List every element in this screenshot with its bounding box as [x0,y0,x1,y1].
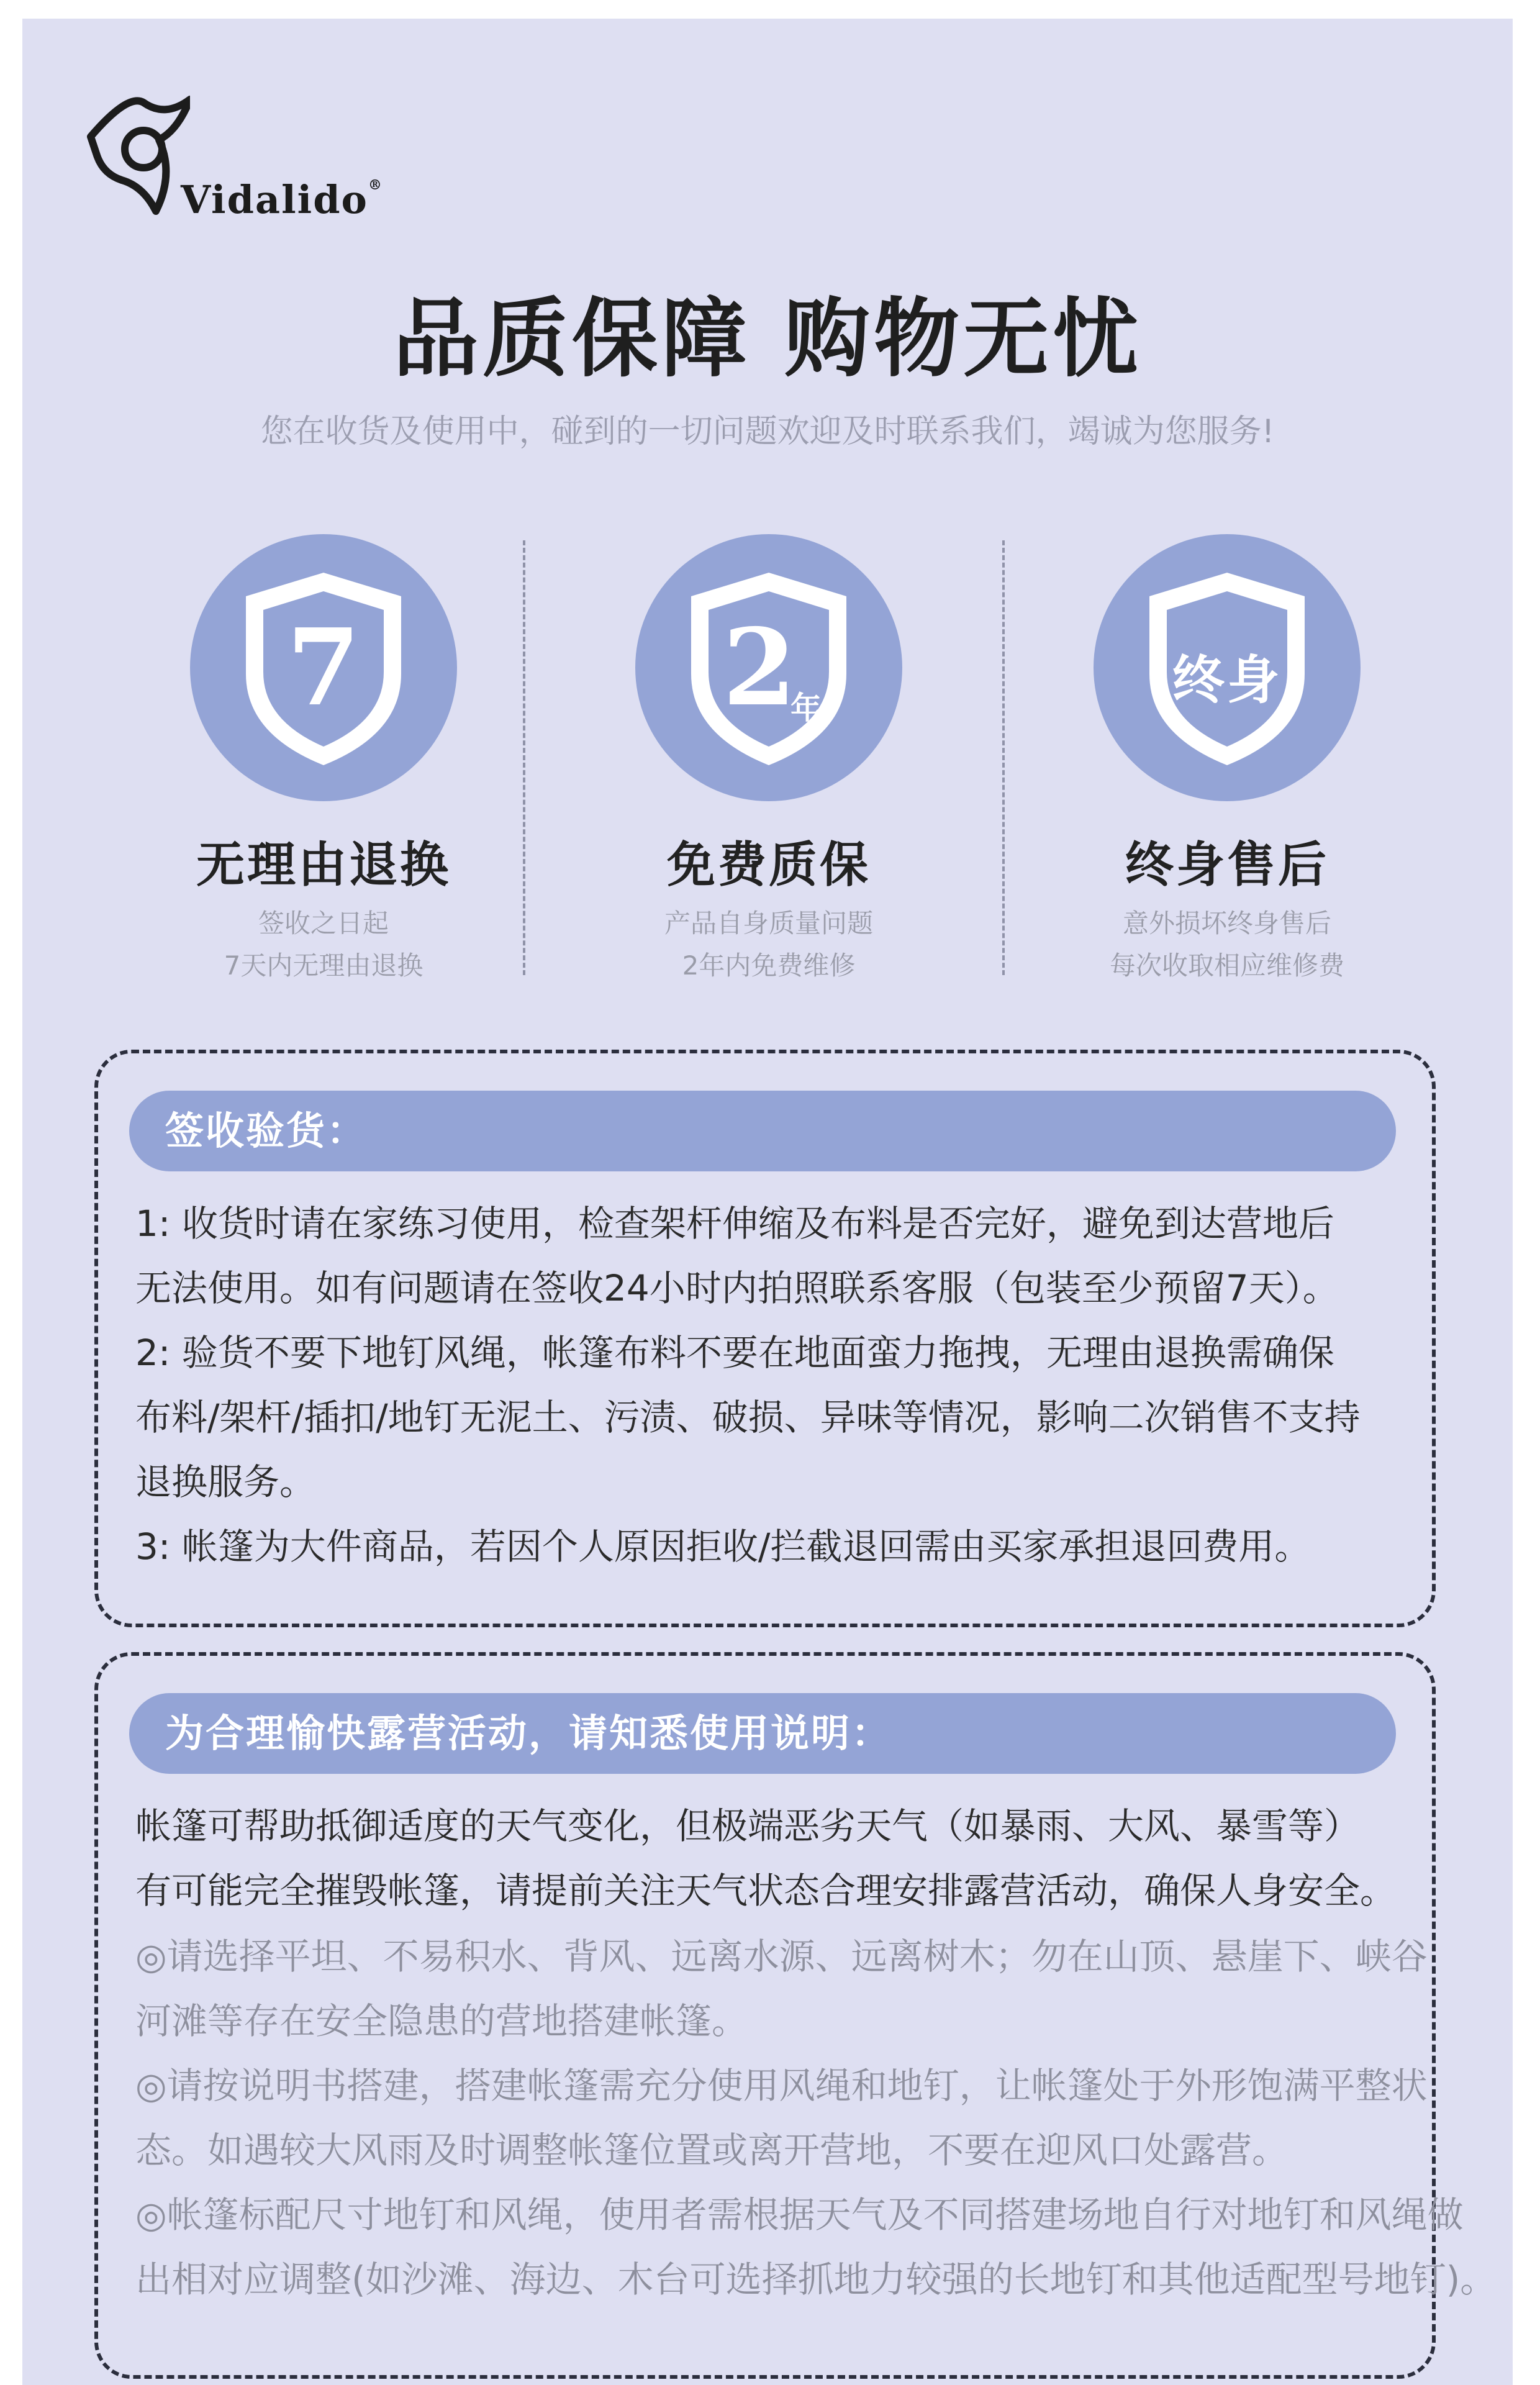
promise-desc-line: 签收之日起 [258,908,389,938]
note-line: 出相对应调整(如沙滩、海边、木台可选择抓地力较强的长地钉和其他适配型号地钉)。 [135,2258,1497,2301]
divider [1002,540,1005,975]
page [22,19,1513,2385]
usage-notice-section [94,1652,1497,2379]
section-intro [135,1794,1415,1923]
section-body [135,1191,1415,1579]
note-line: ◎请选择平坦、不易积水、背风、远离水源、远离树木；勿在山顶、悬崖下、峡谷 [135,1935,1428,1978]
body-line: 有可能完全摧毁帐篷，请提前关注天气状态合理安排露营活动，确保人身安全。 [135,1869,1397,1912]
divider [523,540,525,975]
trademark-mark: ® [368,177,383,193]
body-line: 帐篷可帮助抵御适度的天气变化，但极端恶劣天气（如暴雨、大风、暴雪等） [135,1805,1361,1847]
section-heading: 签收验货： [129,1091,1396,1171]
vidalido-logo-icon [84,81,190,224]
promise-badge [190,534,457,801]
badge-text: 终身 [1172,650,1282,711]
body-line: 2: 验货不要下地钉风绳，帐篷布料不要在地面蛮力拖拽，无理由退换需确保 [135,1332,1334,1374]
promise-desc-line: 7天内无理由退换 [224,950,424,981]
promise-desc-line: 意外损坏终身售后 [1122,908,1331,938]
body-line: 退换服务。 [135,1461,316,1503]
promise-badge [635,534,902,801]
body-line: 布料/架杆/插扣/地钉无泥土、污渍、破损、异味等情况，影响二次销售不支持 [135,1396,1361,1438]
promise-no-reason-return [106,534,541,983]
note-line: ◎请按说明书搭建，搭建帐篷需充分使用风绳和地钉，让帐篷处于外形饱满平整状 [135,2065,1428,2107]
promise-desc-line: 2年内免费维修 [682,950,856,981]
promise-title: 终身售后 [1125,837,1329,893]
section-notes [135,1924,1497,2312]
note-line: ◎帐篷标配尺寸地钉和风绳，使用者需根据天气及不同搭建场地自行对地钉和风绳做 [135,2194,1464,2236]
body-line: 无法使用。如有问题请在签收24小时内拍照联系客服（包装至少预留7天）。 [135,1267,1339,1309]
inspection-section [94,1050,1436,1627]
badge-unit: 年 [790,690,822,726]
brand-logo [84,81,457,255]
body-line: 3: 帐篷为大件商品，若因个人原因拒收/拦截退回需由买家承担退回费用。 [135,1525,1311,1568]
page-title: 品质保障 购物无忧 [392,289,1143,389]
page-subtitle: 您在收货及使用中，碰到的一切问题欢迎及时联系我们，竭诚为您服务! [260,413,1275,450]
promise-badge [1094,534,1361,801]
note-line: 态。如遇较大风雨及时调整帐篷位置或离开营地，不要在迎风口处露营。 [135,2129,1289,2171]
section-heading: 为合理愉快露营活动，请知悉使用说明： [129,1693,1396,1774]
body-line: 1: 收货时请在家练习使用，检查架杆伸缩及布料是否完好，避免到达营地后 [135,1202,1334,1245]
badge-number: 2 [722,606,797,730]
promise-title: 无理由退换 [196,837,451,893]
promise-free-warranty [551,534,986,983]
promise-desc-line: 产品自身质量问题 [664,908,873,938]
promise-lifetime-service [1010,534,1444,983]
brand-name-text: Vidalido [181,177,368,222]
brand-name [181,177,383,222]
promise-desc-line: 每次收取相应维修费 [1109,950,1344,981]
badge-number: 7 [286,606,361,730]
promise-title: 免费质保 [666,837,871,893]
note-line: 河滩等存在安全隐患的营地搭建帐篷。 [135,2000,748,2042]
